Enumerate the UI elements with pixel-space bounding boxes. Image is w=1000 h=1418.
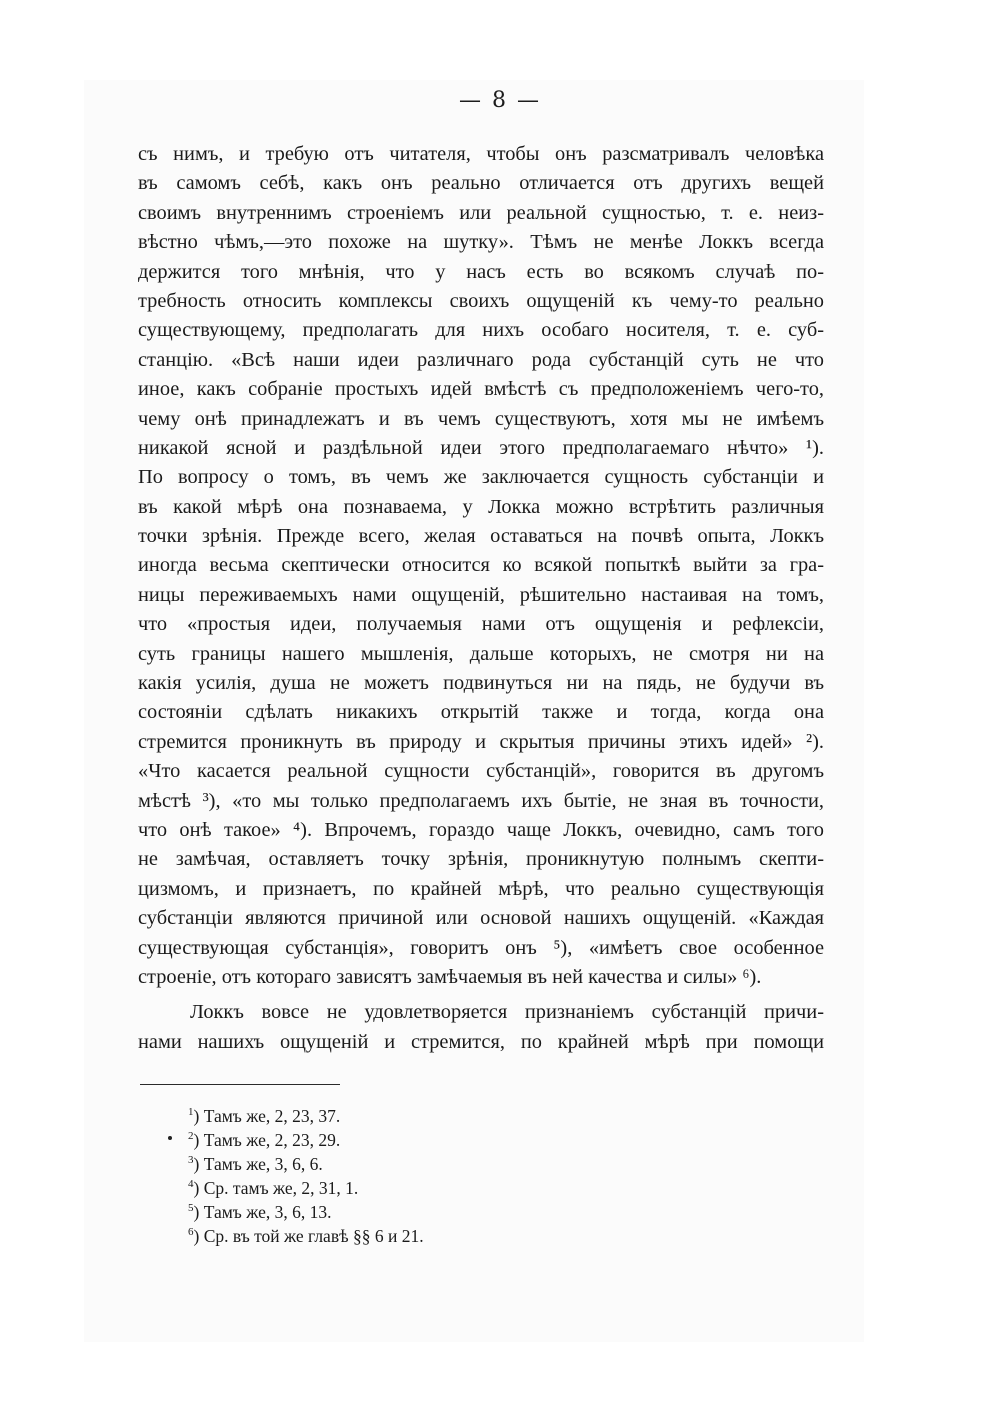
text-line: никакой ясной и раздѣльной идеи этого предполагаемаго нѣчто» ¹).	[138, 436, 824, 459]
text-line: суть границы нашего мышленія, дальше которыхъ, не смотря ни на	[138, 642, 824, 665]
text-line: субстанціи являются причиной или основой нашихъ ощущеній. «Каждая	[138, 907, 824, 930]
text-line: въ самомъ себѣ, какъ онъ реально отличается отъ другихъ вещей	[138, 172, 824, 195]
text-line: не замѣчая, оставляетъ точку зрѣнія, проникнутую полнымъ скепти-	[138, 848, 824, 871]
print-speck	[168, 1136, 172, 1140]
text-line: держится того мнѣнія, что у насъ есть во всякомъ случаѣ по-	[138, 260, 824, 283]
text-line: что «простыя идеи, получаемыя нами отъ ощущенія и рефлексіи,	[138, 613, 824, 636]
text-line: стремится проникнуть въ природу и скрытыя причины этихъ идей» ²).	[138, 730, 824, 753]
footnote-divider	[140, 1084, 340, 1085]
text-line: строеніе, отъ котораго зависятъ замѣчаемыя въ ней качества и силы» ⁶).	[138, 965, 762, 988]
text-line: цизмомъ, и признаетъ, по крайней мѣрѣ, что реально существующія	[138, 877, 824, 900]
footnote-text: ) Ср. въ той же главѣ §§ 6 и 21.	[193, 1226, 424, 1246]
footnote	[188, 1200, 424, 1224]
text-line: иное, какъ собраніе простыхъ идей вмѣстѣ съ предположеніемъ чего-то,	[138, 378, 824, 401]
text-line: иногда весьма скептически относится ко всякой попыткѣ выйти за гра-	[138, 554, 824, 577]
footnote-text: ) Тамъ же, 3, 6, 13.	[193, 1202, 332, 1222]
text-line: нами нашихъ ощущеній и стремится, по крайней мѣрѣ при помощи	[138, 1030, 824, 1053]
footnote-marker: 6	[188, 1226, 194, 1239]
text-line: По вопросу о томъ, въ чемъ же заключается сущность субстанціи и	[138, 466, 824, 489]
text-line: какія усилія, душа не можетъ подвинуться ни на пядь, не будучи въ	[138, 672, 824, 695]
footnote-marker: 2	[188, 1130, 194, 1143]
footnote-marker: 3	[188, 1154, 194, 1167]
text-line: своимъ внутреннимъ строеніемъ или реальной сущностью, т. е. неиз-	[138, 201, 824, 224]
text-line: чему онѣ принадлежатъ и въ чемъ существуютъ, хотя мы не имѣемъ	[138, 407, 824, 430]
footnote-text: ) Ср. тамъ же, 2, 31, 1.	[193, 1178, 359, 1198]
text-line: вѣстно чѣмъ,—это похоже на шутку». Тѣмъ не менѣе Локкъ всегда	[138, 231, 824, 254]
text-line: что онѣ такое» ⁴). Впрочемъ, гораздо чаще Локкъ, очевидно, самъ того	[138, 818, 824, 841]
text-line: ницы переживаемыхъ нами ощущеній, рѣшительно настаивая на томъ,	[138, 583, 824, 606]
text-line: существующая субстанція», говоритъ онъ ⁵), «имѣетъ свое особенное	[138, 936, 824, 959]
text-line: «Что касается реальной сущности субстанцій», говорится въ другомъ	[138, 760, 824, 783]
footnotes	[188, 1104, 424, 1248]
footnote	[188, 1152, 424, 1176]
main-text	[138, 140, 824, 1057]
text-line: въ какой мѣрѣ она познаваема, у Локка можно встрѣтить различныя	[138, 495, 824, 518]
text-line: точки зрѣнія. Прежде всего, желая оставаться на почвѣ опыта, Локкъ	[138, 525, 824, 548]
text-line: станцію. «Всѣ наши идеи различнаго рода субстанцій суть не что	[138, 348, 824, 371]
text-line: мѣстѣ ³), «то мы только предполагаемъ ихъ бытіе, не зная въ точности,	[138, 789, 824, 812]
footnote-text: ) Тамъ же, 2, 23, 29.	[193, 1130, 341, 1150]
footnote-marker: 4	[188, 1178, 194, 1191]
footnote	[188, 1104, 424, 1128]
footnote-marker: 1	[188, 1106, 194, 1119]
footnote	[188, 1176, 424, 1200]
text-line: существующему, предполагать для нихъ особаго носителя, т. е. суб-	[138, 319, 824, 342]
text-line: состояніи сдѣлать никакихъ открытій также и тогда, когда она	[138, 701, 824, 724]
footnote	[188, 1224, 424, 1248]
text-line: Локкъ вовсе не удовлетворяется признаніемъ субстанцій причи-	[190, 1001, 824, 1024]
text-line: съ нимъ, и требую отъ читателя, чтобы онъ разсматривалъ человѣка	[138, 143, 824, 165]
footnote-text: ) Тамъ же, 2, 23, 37.	[193, 1106, 341, 1126]
page-number: — 8 —	[459, 88, 541, 113]
text-line: требность относить комплексы своихъ ощущеній къ чему-то реально	[138, 289, 824, 312]
footnote	[188, 1128, 424, 1152]
footnote-text: ) Тамъ же, 3, 6, 6.	[193, 1154, 323, 1174]
footnote-marker: 5	[188, 1202, 194, 1215]
